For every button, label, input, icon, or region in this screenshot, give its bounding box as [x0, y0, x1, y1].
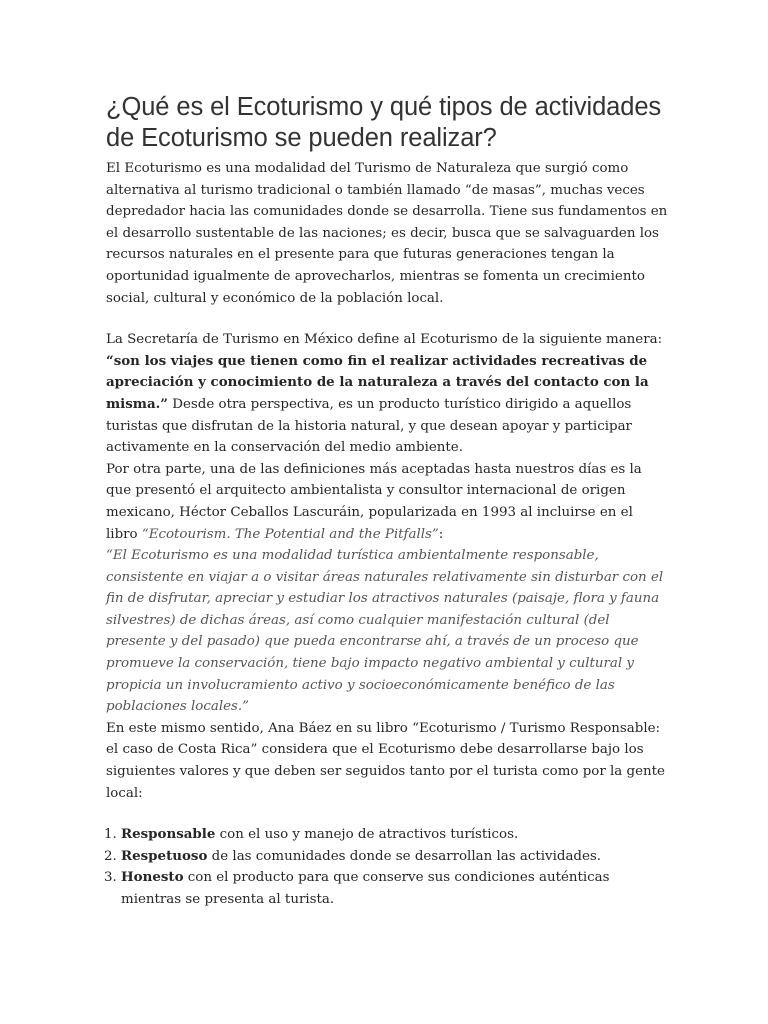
value-text: de las comunidades donde se desarrollan las actividades. [207, 848, 602, 864]
value-term: Responsable [121, 826, 216, 843]
list-item [121, 867, 668, 910]
ceballos-paragraph [106, 459, 668, 545]
baez-paragraph: En este mismo sentido, Ana Báez en su libro “Ecoturismo / Turismo Responsable: el caso de Costa Rica” considera que el Ecoturismo debe desarrollarse bajo los siguientes valores y que deben ser seguidos tanto por el turista como por la gente local: [106, 720, 665, 801]
page-title: ¿Qué es el Ecoturismo y qué tipos de actividades de Ecoturismo se pueden realizar? [106, 93, 662, 152]
value-term: Honesto [121, 869, 184, 886]
sectur-definition-quote: “son los viajes que tienen como fin el realizar actividades recreativas de apreciación y conocimiento de la naturaleza a través del contacto con la misma.” [106, 352, 649, 412]
value-term: Respetuoso [121, 847, 208, 864]
list-item [121, 824, 668, 846]
sectur-rest-text: Desde otra perspectiva, es un producto turístico dirigido a aquellos turistas que disfrutan de la historia natural, y que desean apoyar y participar activamente en la conservación del medio ambiente. [106, 396, 632, 456]
ceballos-quote: “El Ecoturismo es una modalidad turística ambientalmente responsable, consistente en viajar a o visitar áreas naturales relativamente sin disturbar con el fin de disfrutar, apreciar y estudiar los atractivos naturales (paisaje, flora y fauna silvestres) de dichas áreas, así como cualquier manifestación cultural (del presente y del pasado) que pueda encontrarse ahí, a través de un proceso que promueve la conservación, tiene bajo impacto negativo ambiental y cultural y propicia un involucramiento activo y socioeconómicamente benéfico de las poblaciones locales.” [106, 548, 664, 715]
ceballos-text: Por otra parte, una de las definiciones más aceptadas hasta nuestros días es la que presentó el arquitecto ambientalista y consultor internacional de origen mexicano, Héctor Ceballos Lascuráin, popularizada en 1993 al incluirse en el libro [106, 461, 642, 542]
sectur-intro-text: La Secretaría de Turismo en México define al Ecoturismo de la siguiente manera: [106, 332, 663, 348]
book-title: “Ecotourism. The Potential and the Pitfalls” [141, 526, 439, 542]
intro-paragraph: El Ecoturismo es una modalidad del Turismo de Naturaleza que surgió como alternativa al turismo tradicional o también llamado “de masas”, muchas veces depredador hacia las comunidades donde se desarrolla. Tiene sus fundamentos en el desarrollo sustentable de las naciones; es decir, busca que se salvaguarden los recursos naturales en el presente para que futuras generaciones tengan la oportunidad igualmente de aprovecharlos, mientras se fomenta un crecimiento social, cultural y económico de la población local. [106, 161, 668, 306]
value-text: con el producto para que conserve sus condiciones auténticas mientras se presenta al turista. [121, 870, 610, 907]
colon-text: : [438, 526, 444, 542]
values-list [106, 824, 668, 910]
value-text: con el uso y manejo de atractivos turísticos. [215, 827, 519, 843]
list-item [121, 846, 668, 868]
sectur-definition-paragraph [106, 329, 668, 459]
